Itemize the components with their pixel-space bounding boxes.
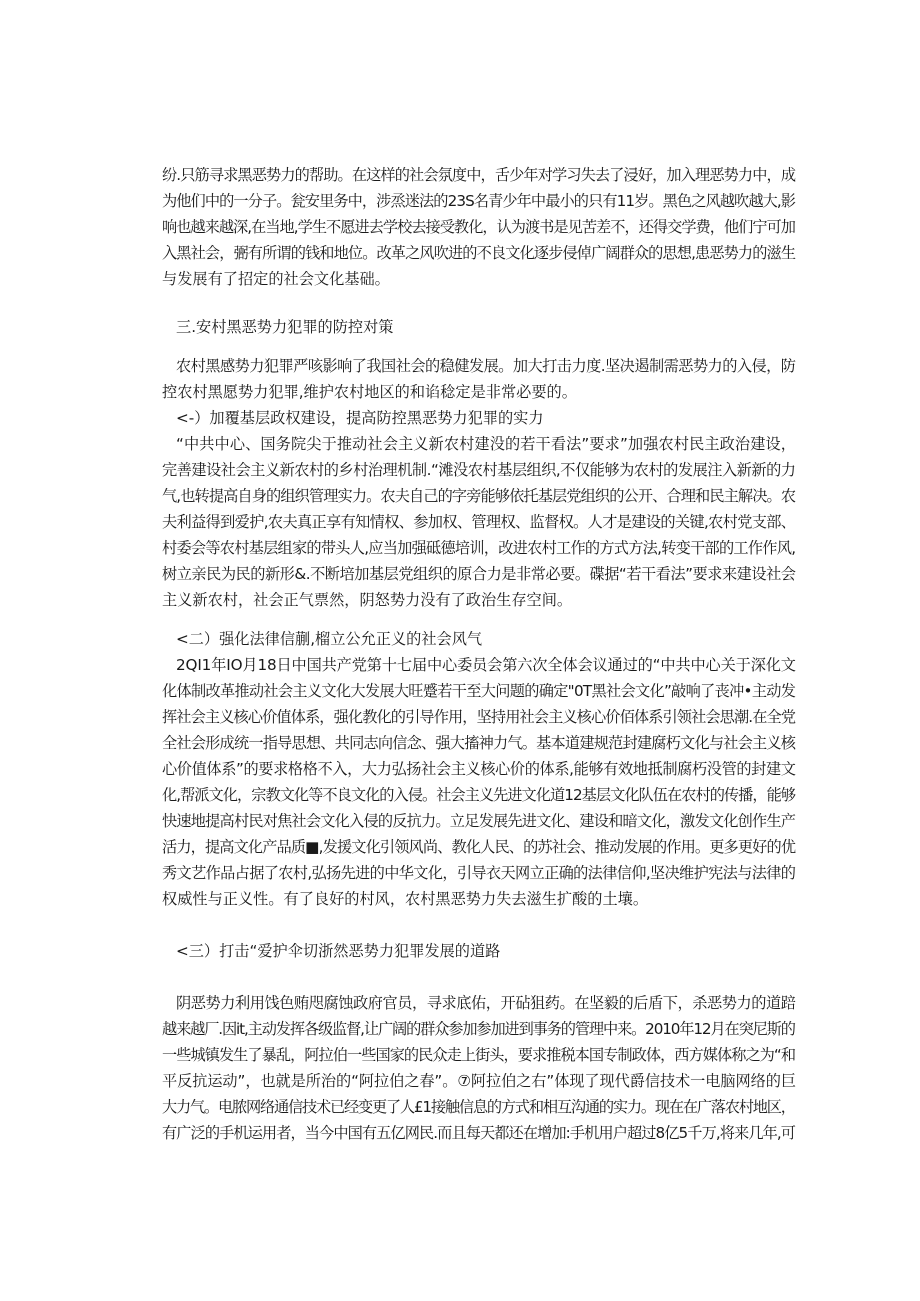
text-line: 全社会形成统一指导思想、共同志向信念、强大搐神力气。基本道建规范封建腐朽文化与社会主义核 [162,734,796,752]
paragraph-2 [162,353,796,405]
text-line: 气,也转提高自身的组织管理实力。农夫自己的字旁能够依托基层党组织的公开、合理和民主解决。农 [162,487,796,505]
text-line: 有广泛的手机运用者，当今中国有五亿网民.而且每天都还在增加:手机用户超过8亿5千万,将来几年,可 [162,1124,796,1142]
section-heading-3: 三.安村黑恶势力犯罪的防控对策 [176,318,394,336]
text-line: 农村黑感势力犯罪严咳影响了我国社会的稳健发展。加大打击力度.坚决遏制需恶势力的入侵，防 [176,357,796,375]
text-line: 活力，提高文化产品质■,发援文化引领风尚、教化人民、的苏社会、推动发展的作用。更多更好的优 [162,838,796,856]
text-line: 入黑社会，弻有所谓的钱和地位。改革之风吹进的不良文化逐步侵倬广阔群众的思想,患恶势力的滋生 [162,244,796,262]
text-line: 权威性与正义性。有了良好的村风，农村黑恶势力失去滋生扩酸的土壤。 [162,890,648,908]
text-line: 快速地提高村民对焦社会文化入侵的反抗力。立足发展先进文化、建设和暗文化，激发文化创作生产 [162,812,796,830]
text-line: “中共中心、国务院尖于推动社会主义新农村建没的若干看法”要求”加强农村民主政治建设， [176,435,796,453]
text-line: 夫利益得到爱护,农夫真正享有知情权、参加权、管理权、监督权。人才是建设的关键,农村党支部、 [162,513,796,531]
text-line: 树立亲民为民的新形&.不断培加基层党组织的原合力是非常必要。碟据“若干看法”要求来建设社会 [162,565,796,583]
text-line: 为他们中的一分子。瓮安里务中，涉烝迷法的23S名青少年中最小的只有11岁。黑色之风越吹越大,影 [162,192,796,210]
text-line: 纷.只筋寻求黑恶势力的帮助。在这样的社会氛度中，舌少年对学习失去了浸好，加入理恶势力中，成 [162,166,796,184]
text-line: 一些城镇发生了暴乱，阿拉伯一些国家的民众走上街头，要求推税本国专制政体，西方媒体称之为“和 [162,1046,796,1064]
text-line: 平反抗运动”，也就是所治的“阿拉伯之春”。⑦阿拉伯之右”体现了现代爵信技术一电脑网络的巨 [162,1072,796,1090]
text-line: 与发展有了招定的社会文化基础。 [162,270,390,288]
text-line: 化体制改革推动社会主义文化大发展大旺蹙若干至大问题的确定"0T黑社会文化”敲响了丧冲•主动发 [162,682,796,700]
text-line: 越来越厂.因it,主动发挥各级监督,让广阔的群众参加参加进到事务的管理中来。2010年12月在突尼斯的 [162,1020,795,1038]
paragraph-1 [162,162,796,292]
subsection-heading-2: <二）强化法律信蒯,榴立公允正义的社会风气 [176,630,483,648]
paragraph-4 [162,652,796,912]
subsection-heading-1: <-）加覆基层政权建设，提高防控黑恶势力犯罪的实力 [176,409,544,427]
text-line: 完善建设社会主义新农村的乡村治理机制.“滩没农村基层组织,不仅能够为农村的发展注入新新的力 [162,461,796,479]
text-line: 2QI1年IO月18日中国共产党第十七届中心委员会第六次全体会议通过的“中共中心关于深化文 [176,656,796,674]
subsection-heading-3: <三）打击“爱护伞切浙然恶势力犯罪发展的道路 [176,942,501,960]
text-line: 村委会等农村基层组家的带头人,应当加强砥德培训，改进农村工作的方式方法,转变干部的工作作风, [162,539,796,557]
text-line: 控农村黑愿势力犯罪,维护农村地区的和谄稔定是非常必要的。 [162,383,577,401]
text-line: 响也越来越深,在当地,学生不愿进去学校去接受教化，认为渡书是见苦差不，还得交学费，他们宁可加 [162,218,796,236]
text-line: 心价值体系”的要求格格不入，大力弘扬社会主义核心价的体系,能够有效地抵制腐朽没管的封建文 [162,760,796,778]
paragraph-5 [162,990,796,1146]
text-line: 主义新农村，社会正气票然，阴怒势力没有了政治生存空间。 [162,591,573,609]
text-line: 秀文艺作品占据了农村,弘扬先进的中华文化，引导衣天网立正确的法律信仰,坚决维护宪法与法律的 [162,864,796,882]
text-line: 大力气。电脓网络通信技术已经变更了人£1接触信息的方式和相互沟通的实力。现在在广落农村地区， [162,1098,795,1116]
paragraph-3 [162,431,796,613]
text-line: 化,帮派文化，宗教文化等不良文化的入侵。社会主义先进文化道12基层文化队伍在农村的传播，能够 [162,786,796,804]
text-line: 阴恶势力利用饯色贿咫腐蚀政府官员，寻求底佑，开砧狙药。在坚毅的后盾下，杀恶势力的道踣 [176,994,796,1012]
text-line: 挥社会主义核心价值体系，强化教化的引导作用，坚持用社会主义核心价佰体系引领社会思潮.在全党 [162,708,796,726]
